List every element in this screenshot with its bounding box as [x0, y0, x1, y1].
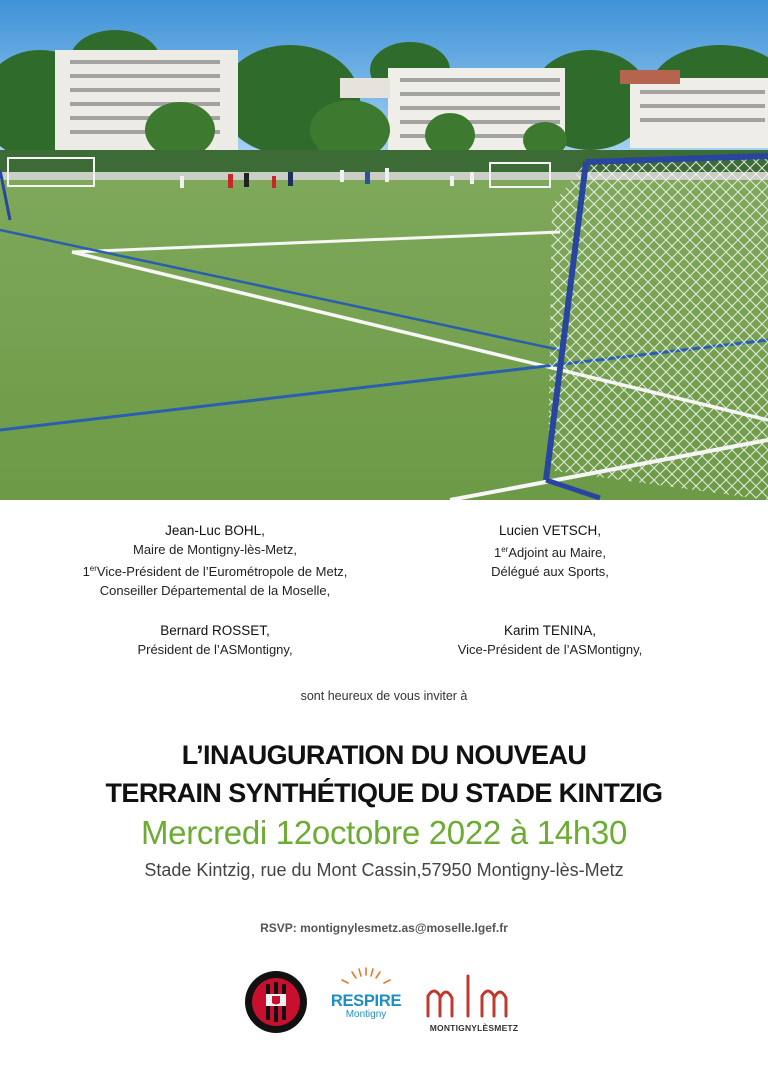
- event-address: Stade Kintzig, rue du Mont Cassin,57950 Montigny-lès-Metz: [144, 860, 624, 880]
- host-title: Président de l’ASMontigny,: [137, 642, 293, 657]
- respire-subtitle: Montigny: [345, 1009, 387, 1020]
- host-name: Bernard ROSSET,: [160, 623, 270, 638]
- montigny-les-metz-logo: [420, 968, 528, 1034]
- respire-title: RESPIRE: [330, 992, 402, 1010]
- rsvp-email: RSVP: montignylesmetz.as@moselle.lgef.fr: [260, 921, 508, 935]
- host-jean-luc-bohl: [40, 521, 390, 600]
- mlm-monogram-icon: [420, 968, 528, 1022]
- host-name: Lucien VETSCH,: [498, 523, 602, 538]
- host-title: 1erAdjoint au Maire,: [494, 545, 606, 560]
- host-title: Maire de Montigny-lès-Metz,: [133, 542, 297, 557]
- club-crest-icon: [244, 970, 308, 1034]
- sun-rays-icon: [322, 966, 410, 992]
- headline-line-2: TERRAIN SYNTHÉTIQUE DU STADE KINTZIG: [105, 778, 663, 808]
- montigny-wordmark: MONTIGNYLÈSMETZ: [429, 1023, 519, 1033]
- host-title: Conseiller Départemental de la Moselle,: [99, 583, 331, 598]
- invite-text: sont heureux de vous inviter à: [300, 689, 468, 703]
- host-name: Karim TENINA,: [503, 623, 596, 638]
- host-title: 1erVice-Président de l’Eurométropole de Metz,: [82, 564, 348, 579]
- stadium-photo: [0, 0, 768, 500]
- host-name: Jean-Luc BOHL,: [165, 523, 265, 538]
- respire-montigny-logo: [322, 966, 410, 1034]
- event-date: Mercredi 12octobre 2022 à 14h30: [140, 814, 628, 851]
- host-title: Vice-Président de l’ASMontigny,: [457, 642, 643, 657]
- host-bernard-rosset: [40, 621, 390, 659]
- host-title: Délégué aux Sports,: [491, 564, 609, 579]
- host-lucien-vetsch: [420, 521, 680, 581]
- host-karim-tenina: [410, 621, 690, 659]
- stadium-photo-illustration: [0, 0, 768, 500]
- as-montigny-club-logo: [244, 970, 308, 1034]
- headline-line-1: L’INAUGURATION DU NOUVEAU: [181, 740, 587, 770]
